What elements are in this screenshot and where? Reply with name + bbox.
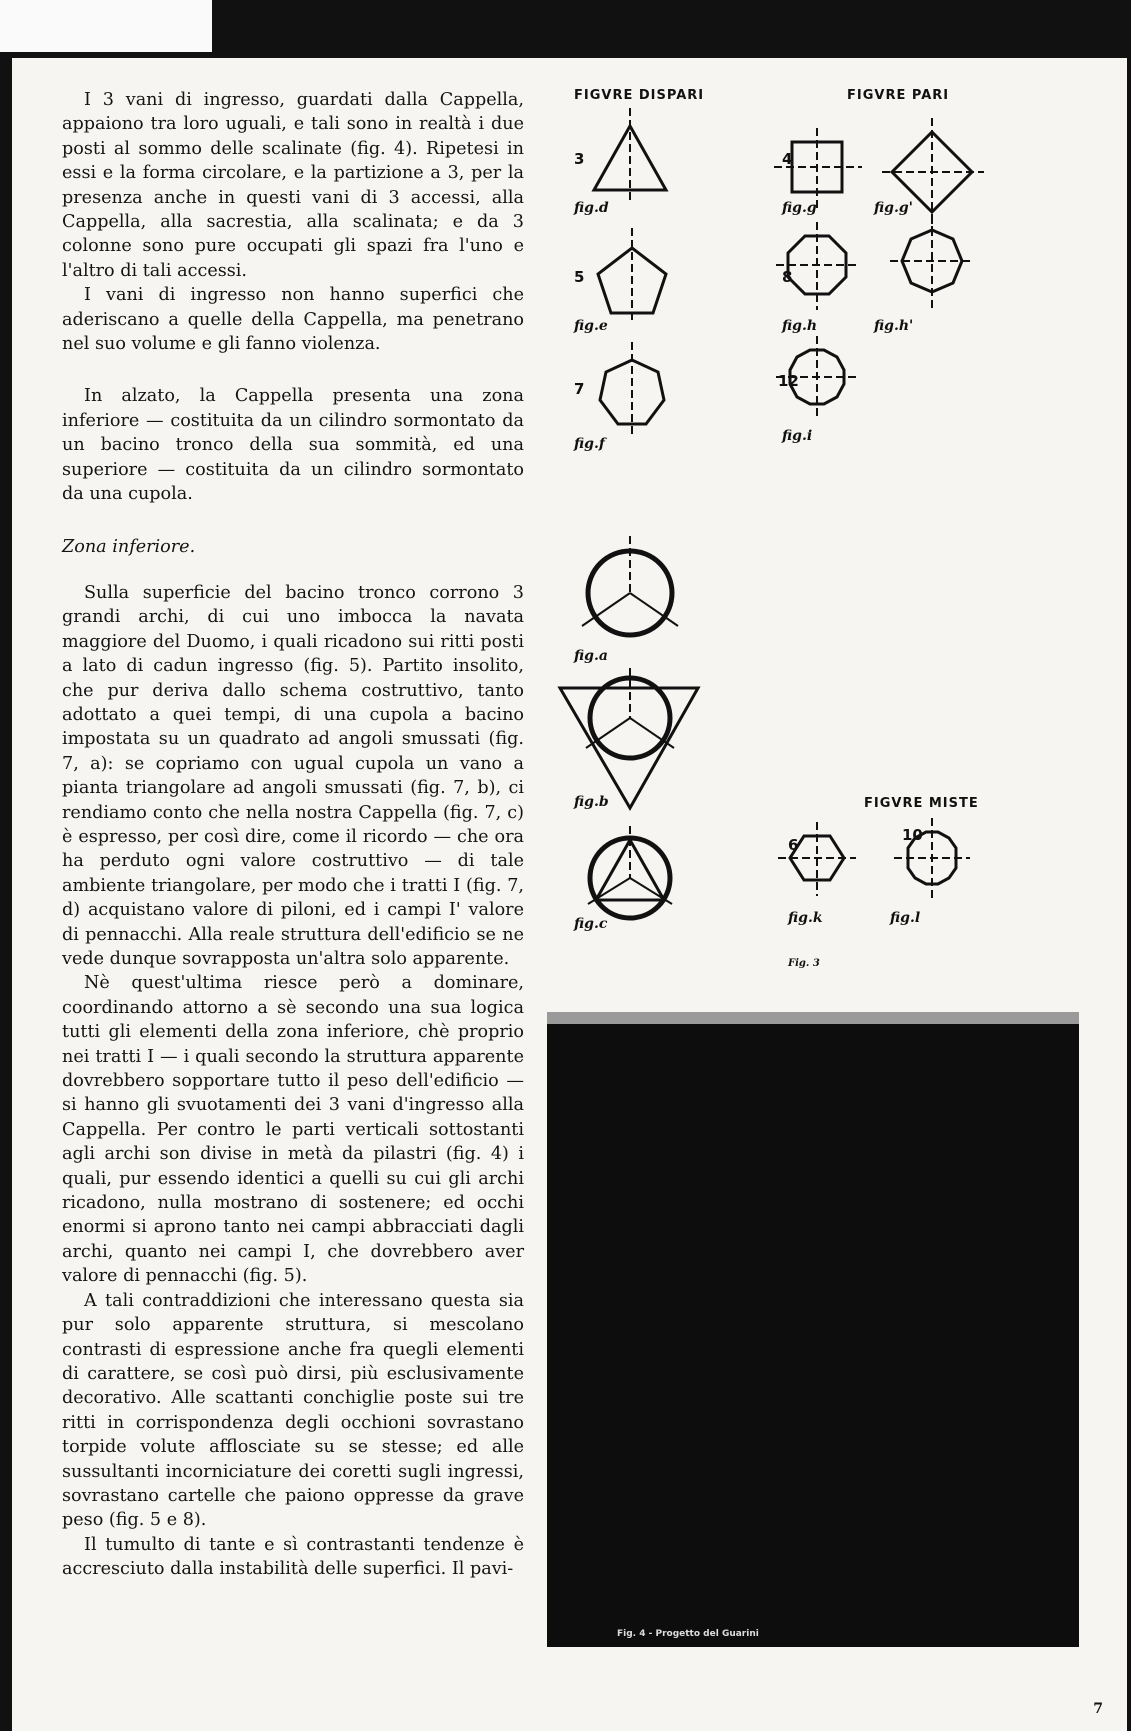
figure-tag: fig.c	[574, 916, 608, 932]
page	[12, 58, 1127, 1731]
figure-tag: fig.g'	[874, 200, 913, 216]
pentagon-diagram	[598, 228, 666, 324]
figure-tag: fig.k	[788, 910, 823, 926]
figure-tag: fig.h'	[874, 318, 914, 334]
paragraph: A tali contraddizioni che interessano questa sia pur solo apparente struttura, si mescolano contrasti di espressione anche fra quegli elementi di carattere, se così può dirsi, più esclusivamente decorativo. Alle scattanti conchiglie poste sui tre ritti in corrispondenza degli occhioni sovrastano torpide volute afflosciate su se stesse; ed alle sussultanti incorniciature dei coretti sugli ingressi, sovrastano cartelle che paiono oppresse da grave peso (fig. 5 e 8).	[62, 1290, 524, 1531]
triangle-diagram	[594, 108, 666, 200]
paragraph: Nè quest'ultima riesce però a dominare, coordinando attorno a sè secondo una sua logica tutti gli elementi della zona inferiore, chè proprio nei tratti I — i quali secondo la struttura apparente dovrebbero sopportare tutto il peso dell'edificio — si hanno gli svuotamenti dei 3 vani d'ingresso alla Cappella. Per contro le parti verticali sottostanti agli archi son divise in metà da pilastri (fig. 4) i quali, pur essendo identici a quelli su cui gli archi ricadono, nulla mostrano di sostenere; ed occhi enormi si aprono tanto nei campi abbracciati dagli archi, quanto nei campi I, che dovrebbero aver valore di pennacchi (fig. 5).	[62, 973, 524, 1287]
figure-plate	[552, 88, 1112, 1008]
figure-tag: fig.l	[890, 910, 921, 926]
figure-number: 3	[574, 150, 585, 168]
figure-tag: fig.e	[574, 318, 608, 334]
geometry-figures	[552, 88, 1112, 1008]
photo-caption: Fig. 4 - Progetto del Guarini	[617, 1629, 759, 1639]
figure-number: 4	[782, 150, 793, 168]
figure-tag: fig.a	[574, 648, 608, 664]
square-diagram	[774, 128, 862, 208]
text-column	[62, 88, 524, 1582]
figure-tag: fig.g	[782, 200, 817, 216]
figure-number: 7	[574, 380, 585, 398]
octagon-rotated-diagram	[890, 216, 974, 308]
figure-number: 8	[782, 268, 793, 286]
circle-inscribed-triangle-c	[588, 826, 672, 918]
circle-triangle-b	[560, 668, 698, 808]
paragraph: In alzato, la Cappella presenta una zona inferiore — costituita da un cilindro sormontato da un bacino tronco della sua sommità, ed una superiore — costituita da un cilindro sormontato da una cupola.	[62, 386, 524, 505]
section-subheading: Zona inferiore.	[62, 536, 196, 557]
project-photo	[547, 1012, 1079, 1647]
page-edge-tab	[0, 0, 212, 52]
figure-tag: fig.b	[574, 794, 609, 810]
figure-caption: Fig. 3	[788, 958, 820, 969]
heptagon-diagram	[600, 342, 664, 438]
paragraph: I vani di ingresso non hanno superfici che aderiscano a quelle della Cappella, ma penetrano nel suo volume e gli fanno violenza.	[62, 285, 524, 355]
paragraph: Il tumulto di tante e sì contrastanti tendenze è accresciuto dalla instabilità delle superfici. Il pavi-	[62, 1534, 524, 1580]
heading-odd-figures: FIGVRE DISPARI	[574, 88, 705, 103]
figure-number: 5	[574, 268, 585, 286]
heading-mixed-figures: FIGVRE MISTE	[864, 796, 979, 811]
figure-number: 10	[902, 826, 923, 844]
figure-tag: fig.f	[574, 436, 605, 452]
octagon-diagram	[776, 222, 858, 310]
figure-tag: fig.i	[782, 428, 813, 444]
hexagon-diagram	[778, 822, 856, 896]
figure-tag: fig.d	[574, 200, 609, 216]
figure-number: 6	[788, 836, 799, 854]
figure-number: 12	[778, 372, 799, 390]
figure-tag: fig.h	[782, 318, 818, 334]
paragraph: Sulla superficie del bacino tronco corrono 3 grandi archi, di cui uno imbocca la navata maggiore del Duomo, i quali ricadono sui ritti posti a lato di cadun ingresso (fig. 5). Partito insolito, che pur deriva dallo schema costruttivo, tanto adottato a quei tempi, di una cupola a bacino impostata su un quadrato ad angoli smussati (fig. 7, a): se copriamo con ugual cupola un vano a pianta triangolare ad angoli smussati (fig. 7, b), ci rendiamo conto che nella nostra Cappella (fig. 7, c) è espresso, per così dire, come il ricordo — che ora ha perduto ogni valore costruttivo — di tale ambiente triangolare, per modo che i tratti I (fig. 7, d) acquistano valore di piloni, ed i campi I' valore di pennacchi. Alla reale struttura dell'edificio se ne vede dunque sovrapposta un'altra solo apparente.	[62, 582, 524, 969]
heading-even-figures: FIGVRE PARI	[847, 88, 950, 103]
paragraph: I 3 vani di ingresso, guardati dalla Cappella, appaiono tra loro uguali, e tali sono in realtà i due posti al sommo delle scalinate (fig. 4). Ripetesi in essi e la forma circolare, e la partizione a 3, per la presenza anche in questi vani di 3 accessi, alla Cappella, alla sacrestia, alla scalinata; e da 3 colonne sono pure occupati gli spazi fra l'uno e l'altro di tali accessi.	[62, 90, 524, 281]
page-number: 7	[1093, 1701, 1103, 1717]
circle-tripartite-a	[582, 536, 678, 635]
